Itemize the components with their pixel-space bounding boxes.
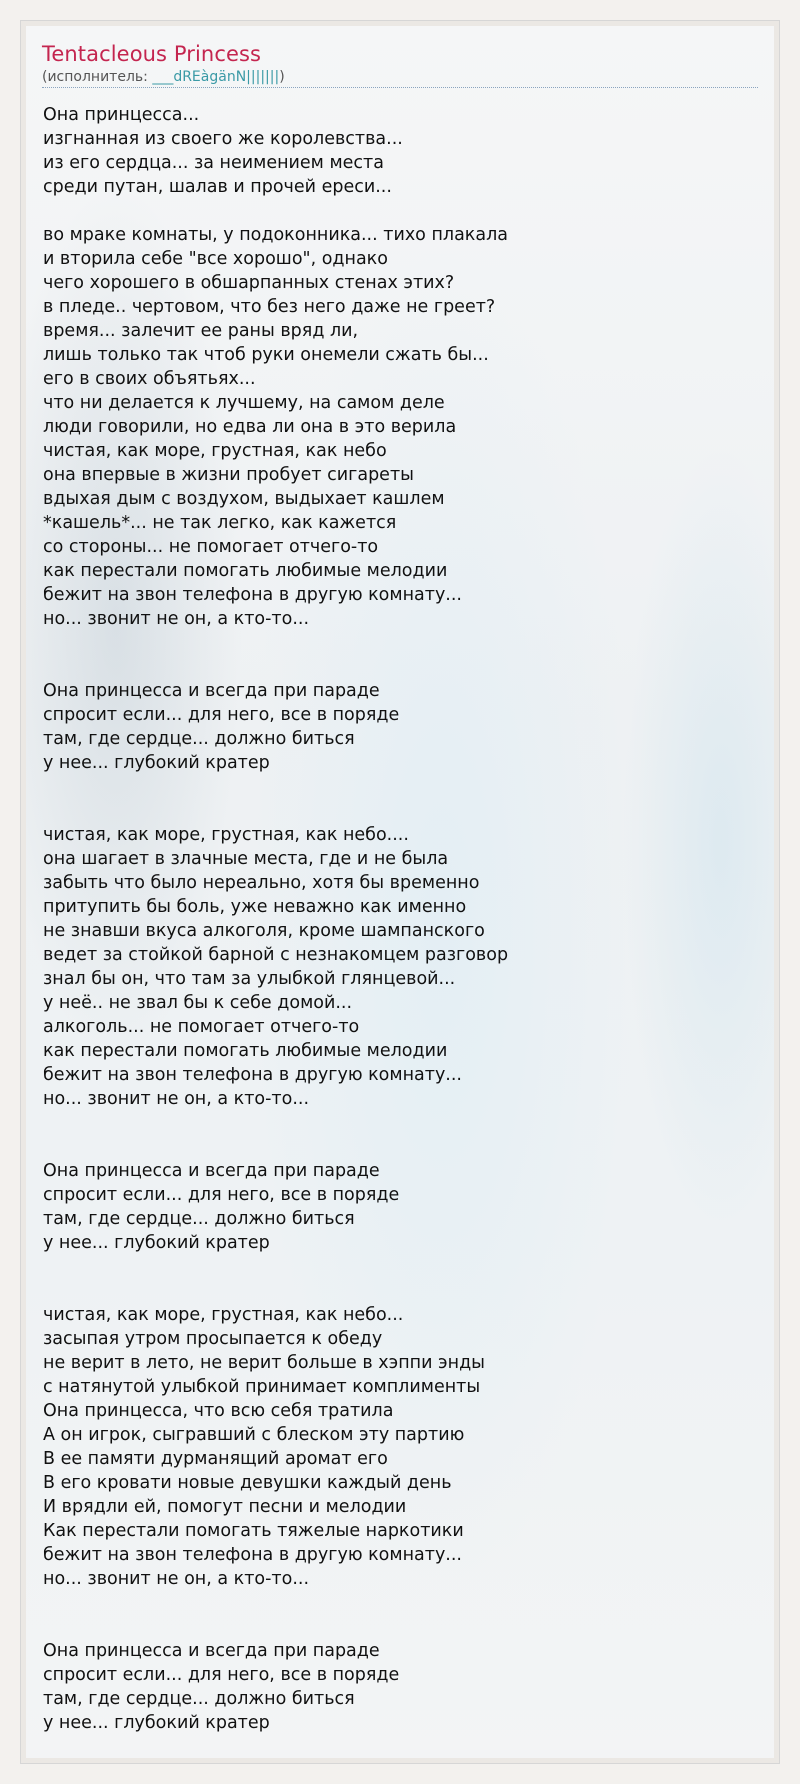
lyric-line: люди говорили, но едва ли она в это верила <box>43 417 457 437</box>
lyric-line: Она принцесса, что всю себя тратила <box>43 1401 394 1421</box>
lyric-line: чего хорошего в обшарпанных стенах этих? <box>43 273 455 293</box>
lyric-line: но... звонит не он, а кто-то... <box>43 1569 310 1589</box>
performer-suffix: ) <box>279 69 285 85</box>
lyric-line: его в своих объятьях... <box>43 369 256 389</box>
blank-line <box>43 1135 763 1159</box>
lyric-line: не верит в лето, не верит больше в хэппи энды <box>43 1353 485 1373</box>
lyric-line: Она принцесса и всегда при параде <box>43 681 380 701</box>
lyric-line: она впервые в жизни пробует сигареты <box>43 465 414 485</box>
lyric-line: В его кровати новые девушки каждый день <box>43 1473 452 1493</box>
lyric-line: там, где сердце... должно биться <box>43 1689 355 1709</box>
lyric-line: но... звонит не он, а кто-то... <box>43 609 310 629</box>
lyric-line: Она принцесса... <box>43 105 200 125</box>
blank-line <box>43 1279 763 1303</box>
lyric-line: спросит если... для него, все в поряде <box>43 1185 400 1205</box>
performer-prefix: (исполнитель: <box>42 69 153 85</box>
lyric-line: забыть что было нереально, хотя бы временно <box>43 873 480 893</box>
lyric-line: что ни делается к лучшему, на самом деле <box>43 393 445 413</box>
lyric-line: лишь только так чтоб руки онемели сжать бы... <box>43 345 489 365</box>
lyric-line: бежит на звон телефона в другую комнату... <box>43 1065 462 1085</box>
lyric-line: у неё.. не звал бы к себе домой... <box>43 993 353 1013</box>
lyric-line: и вторила себе "все хорошо", однако <box>43 249 388 269</box>
lyric-line: у нее... глубокий кратер <box>43 1713 270 1733</box>
lyric-line: А он игрок, сыгравший с блеском эту партию <box>43 1425 465 1445</box>
lyric-line: она шагает в злачные места, где и не была <box>43 849 449 869</box>
lyric-line: со стороны... не помогает отчего-то <box>43 537 379 557</box>
performer-link[interactable]: ___dREàgänN||||||| <box>152 69 280 85</box>
lyric-line: не знавши вкуса алкоголя, кроме шампанского <box>43 921 485 941</box>
lyric-line: спросит если... для него, все в поряде <box>43 1665 400 1685</box>
lyric-line: в пледе.. чертовом, что без него даже не греет? <box>43 297 496 317</box>
lyric-line: Как перестали помогать тяжелые наркотики <box>43 1521 464 1541</box>
lyric-line: алкоголь... не помогает отчего-то <box>43 1017 360 1037</box>
lyric-line: у нее... глубокий кратер <box>43 753 270 773</box>
lyric-line: *кашель*... не так легко, как кажется <box>43 513 397 533</box>
blank-line <box>43 1615 763 1639</box>
lyric-line: Она принцесса и всегда при параде <box>43 1161 380 1181</box>
lyric-line: изгнанная из своего же королевства... <box>43 129 403 149</box>
blank-line <box>43 199 763 223</box>
lyric-line: знал бы он, что там за улыбкой глянцевой... <box>43 969 456 989</box>
lyric-line: там, где сердце... должно биться <box>43 1209 355 1229</box>
lyric-line: но... звонит не он, а кто-то... <box>43 1089 310 1109</box>
lyric-line: вдыхая дым с воздухом, выдыхает кашлем <box>43 489 445 509</box>
lyric-line: из его сердца... за неимением места <box>43 153 384 173</box>
blank-line <box>43 655 763 679</box>
lyric-line: И врядли ей, помогут песни и мелодии <box>43 1497 407 1517</box>
lyric-line: время... залечит ее раны вряд ли, <box>43 321 359 341</box>
blank-line <box>43 1255 763 1279</box>
lyric-line: у нее... глубокий кратер <box>43 1233 270 1253</box>
lyric-line: спросит если... для него, все в поряде <box>43 705 400 725</box>
lyric-line: чистая, как море, грустная, как небо <box>43 441 387 461</box>
lyric-line: чистая, как море, грустная, как небо.... <box>43 825 409 845</box>
lyrics-text <box>43 103 763 1735</box>
lyric-line: во мраке комнаты, у подоконника... тихо плакала <box>43 225 508 245</box>
lyric-line: с натянутой улыбкой принимает комплименты <box>43 1377 481 1397</box>
performer-line <box>42 68 758 86</box>
lyric-line: ведет за стойкой барной с незнакомцем разговор <box>43 945 509 965</box>
blank-line <box>43 775 763 799</box>
lyric-line: бежит на звон телефона в другую комнату... <box>43 1545 462 1565</box>
blank-line <box>43 799 763 823</box>
lyrics-card <box>20 20 780 1764</box>
lyric-line: бежит на звон телефона в другую комнату... <box>43 585 462 605</box>
lyric-line: притупить бы боль, уже неважно как именно <box>43 897 467 917</box>
lyric-line: В ее памяти дурманящий аромат его <box>43 1449 388 1469</box>
song-title: Tentacleous Princess <box>42 42 262 66</box>
lyric-line: там, где сердце... должно биться <box>43 729 355 749</box>
lyric-line: как перестали помогать любимые мелодии <box>43 1041 448 1061</box>
lyric-line: засыпая утром просыпается к обеду <box>43 1329 383 1349</box>
blank-line <box>43 1111 763 1135</box>
lyric-line: среди путан, шалав и прочей ереси... <box>43 177 392 197</box>
song-header <box>42 41 758 88</box>
lyric-line: как перестали помогать любимые мелодии <box>43 561 448 581</box>
lyric-line: чистая, как море, грустная, как небо... <box>43 1305 404 1325</box>
blank-line <box>43 1591 763 1615</box>
lyric-line: Она принцесса и всегда при параде <box>43 1641 380 1661</box>
blank-line <box>43 631 763 655</box>
